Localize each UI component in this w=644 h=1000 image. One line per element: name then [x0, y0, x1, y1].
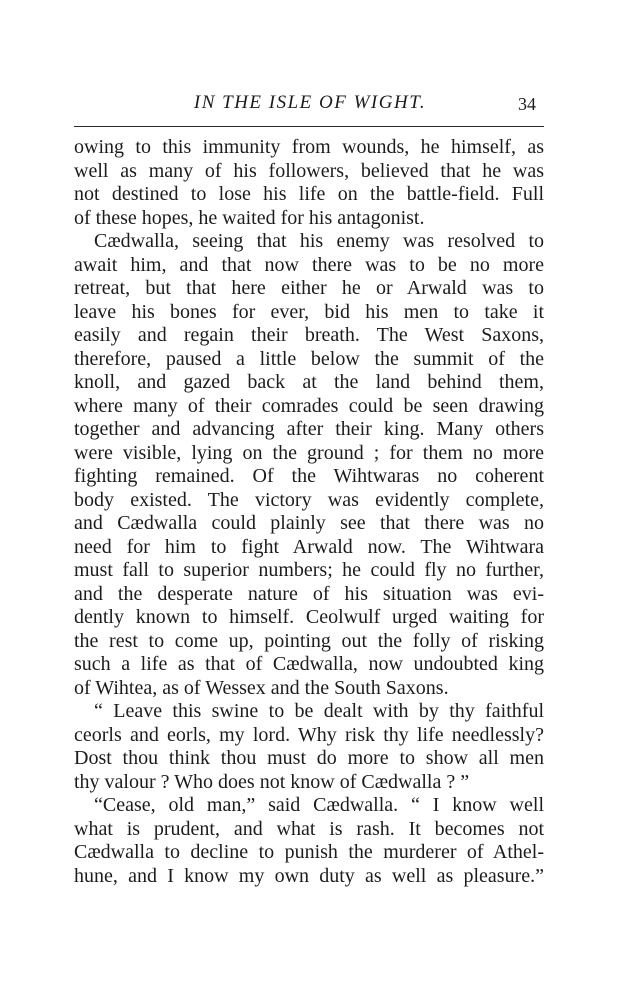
body-text	[74, 136, 544, 888]
text-line: easily and regain their breath. The West Saxons,	[74, 324, 544, 346]
text-line: thy valour ? Who does not know of Cædwalla ? ”	[74, 770, 470, 793]
text-line: hune, and I know my own duty as well as pleasure.”	[74, 864, 544, 887]
text-line: of these hopes, he waited for his antagonist.	[74, 206, 425, 229]
text-line: of Wihtea, as of Wessex and the South Saxons.	[74, 676, 449, 699]
text-line: Dost thou think thou must do more to show all men	[74, 747, 544, 769]
text-line: “Cease, old man,” said Cædwalla. “ I know well	[94, 794, 544, 816]
text-line: need for him to fight Arwald now. The Wihtwara	[74, 535, 544, 558]
text-line: must fall to superior numbers; he could fly no further,	[74, 559, 544, 581]
text-line: the rest to come up, pointing out the folly of risking	[74, 629, 544, 652]
text-line: therefore, paused a little below the summit of the	[74, 347, 544, 370]
text-line: such a life as that of Cædwalla, now undoubted king	[74, 653, 544, 675]
text-line: not destined to lose his life on the battle-field. Full	[74, 183, 544, 205]
header-rule	[74, 126, 544, 127]
text-line: and Cædwalla could plainly see that there was no	[74, 512, 544, 534]
text-line: await him, and that now there was to be no more	[74, 253, 544, 276]
text-line: together and advancing after their king. Many others	[74, 418, 544, 440]
text-line: retreat, but that here either he or Arwald was to	[74, 277, 544, 299]
text-line: fighting remained. Of the Wihtwaras no coherent	[74, 465, 544, 487]
page-number: 34	[518, 94, 536, 114]
text-line: well as many of his followers, believed that he was	[74, 159, 544, 182]
text-line: and the desperate nature of his situation was evi-	[74, 582, 544, 605]
text-line: owing to this immunity from wounds, he himself, as	[74, 136, 544, 158]
text-line: where many of their comrades could be seen drawing	[74, 394, 544, 417]
text-line: dently known to himself. Ceolwulf urged waiting for	[74, 606, 544, 628]
running-head: IN THE ISLE OF WIGHT.	[193, 92, 427, 113]
text-line: ceorls and eorls, my lord. Why risk thy life needlessly?	[74, 723, 544, 746]
text-line: leave his bones for ever, bid his men to take it	[74, 300, 544, 323]
text-line: Cædwalla to decline to punish the murderer of Athel-	[74, 841, 544, 863]
text-line: were visible, lying on the ground ; for them no more	[74, 441, 544, 464]
text-line: “ Leave this swine to be dealt with by thy faithful	[94, 700, 544, 722]
text-line: knoll, and gazed back at the land behind them,	[74, 371, 544, 393]
text-line: Cædwalla, seeing that his enemy was resolved to	[94, 230, 544, 252]
text-line: what is prudent, and what is rash. It becomes not	[74, 817, 544, 840]
text-line: body existed. The victory was evidently complete,	[74, 488, 544, 511]
